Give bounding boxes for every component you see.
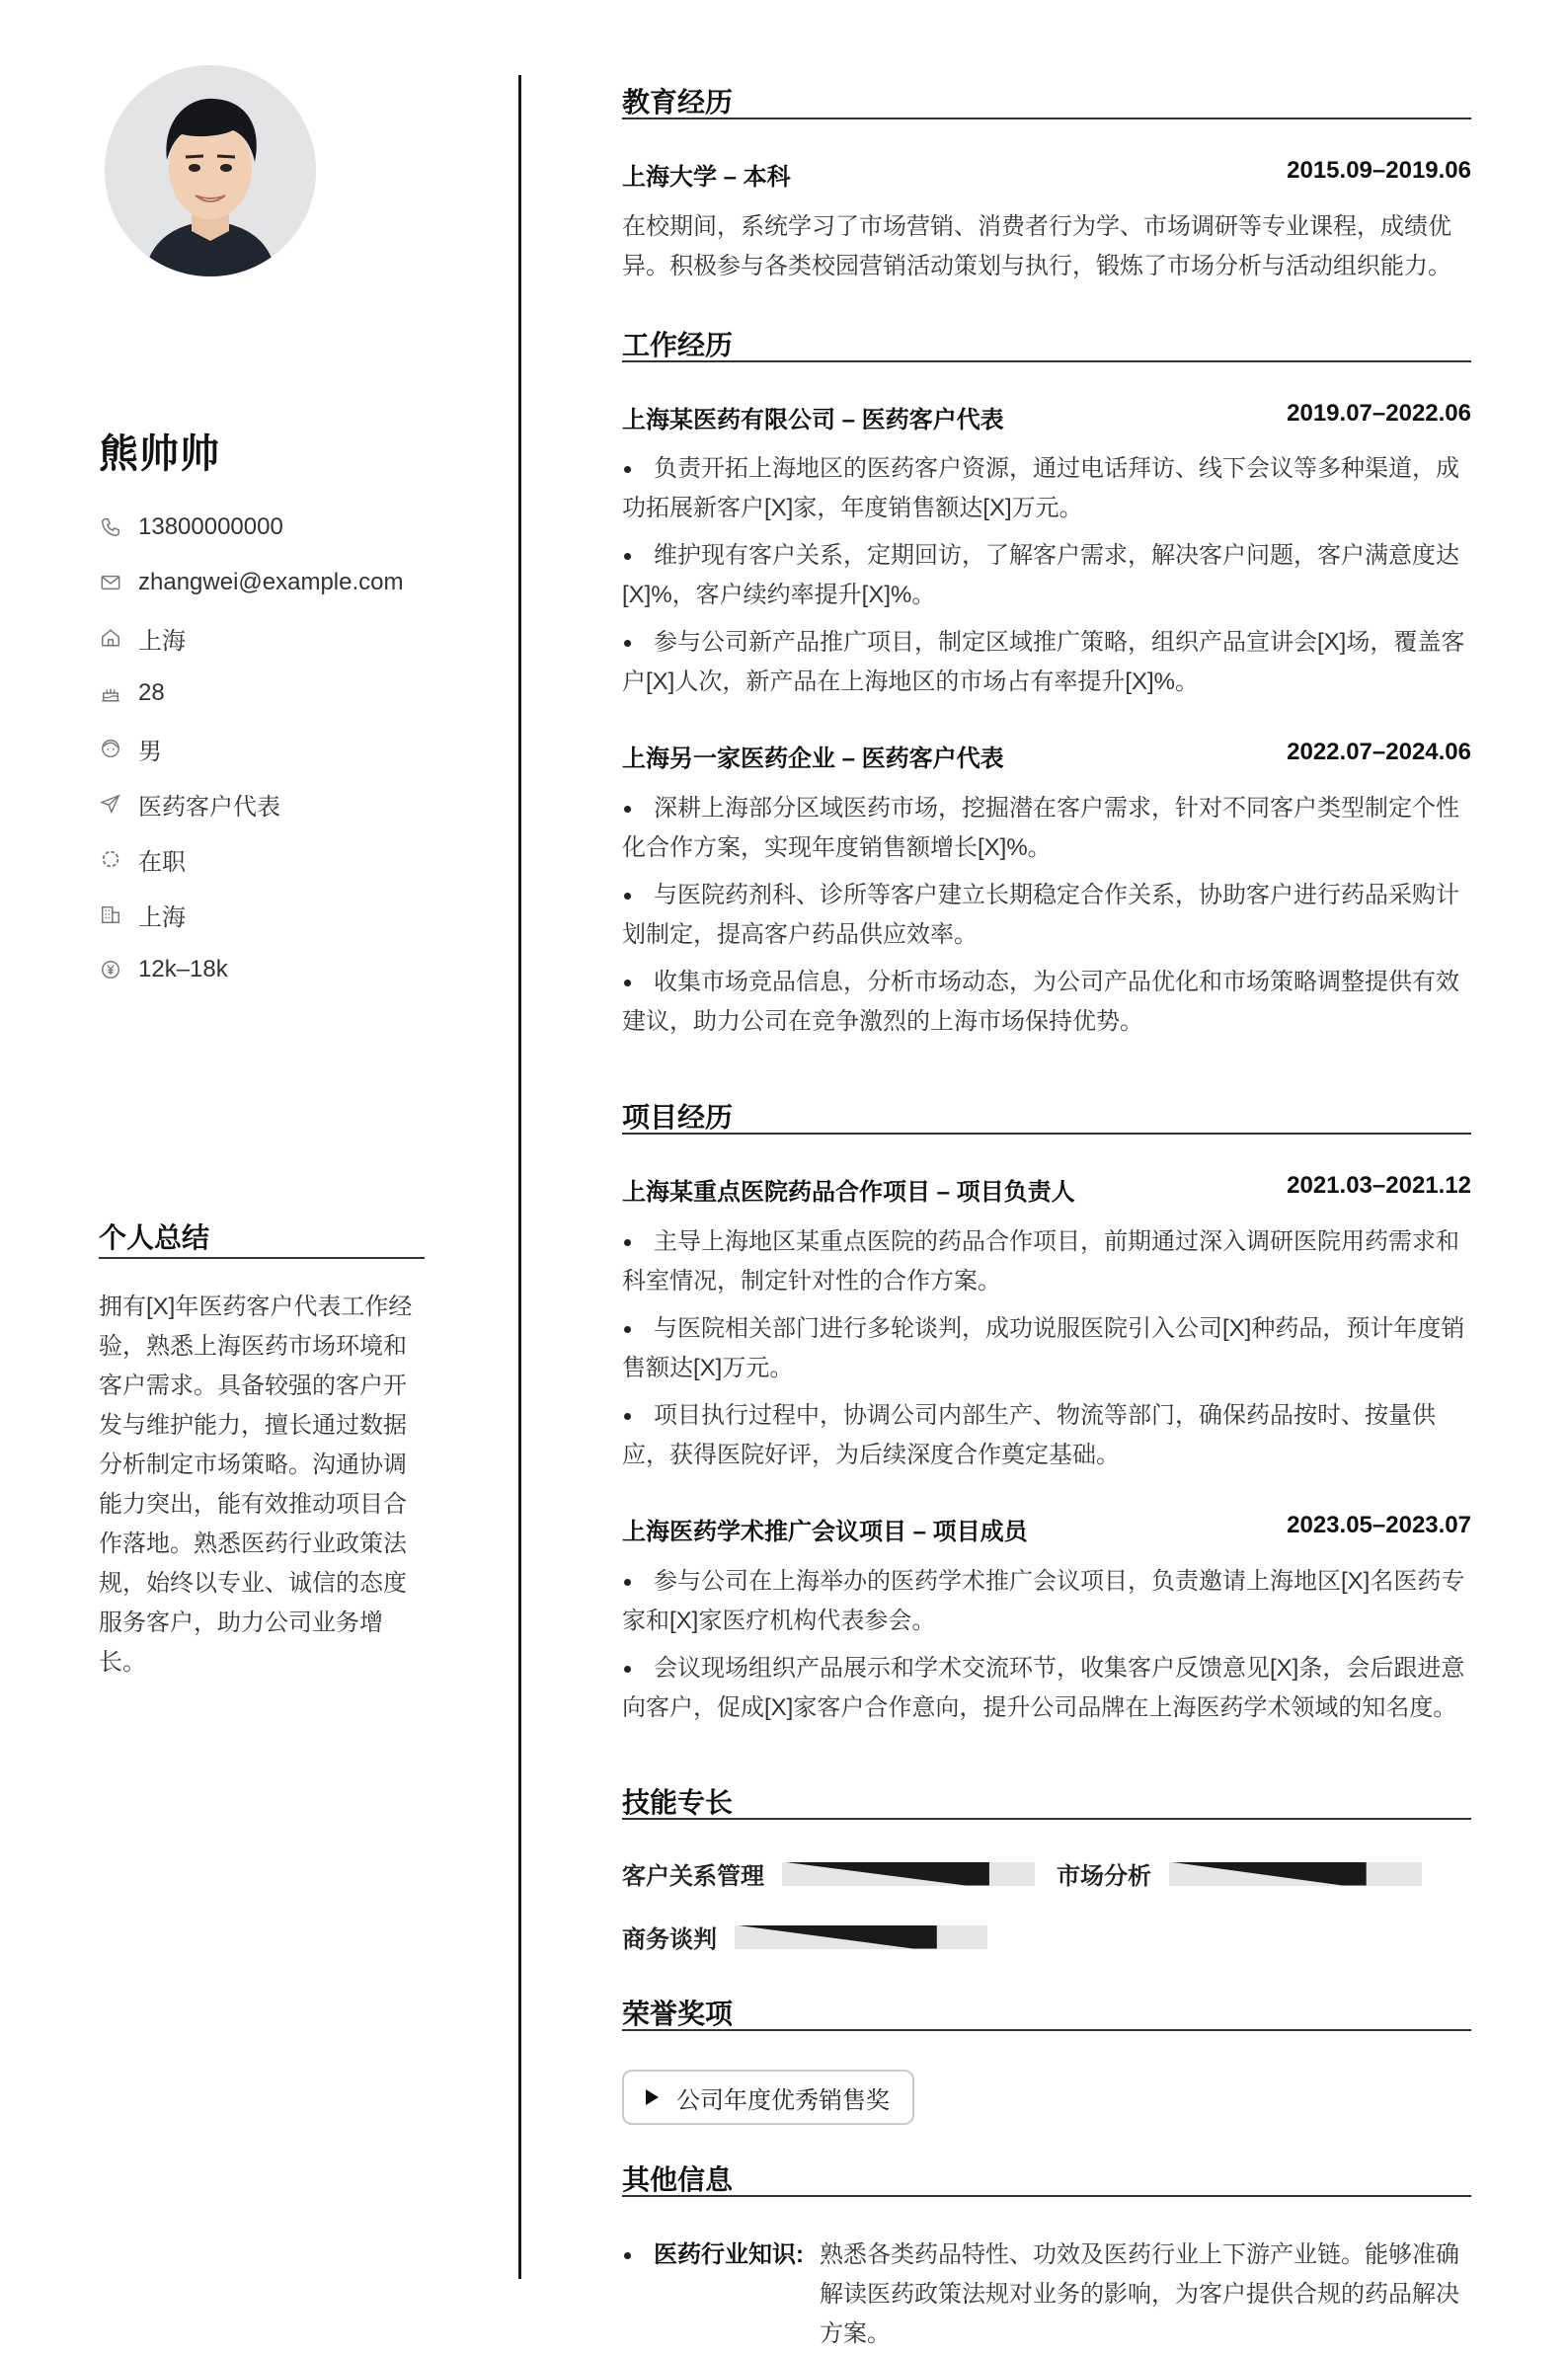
work-item-company: 上海某医药有限公司 – 医药客户代表 bbox=[622, 407, 1004, 433]
work-item-head bbox=[622, 400, 1471, 434]
bullet-dot-icon bbox=[624, 553, 631, 560]
mail-icon bbox=[99, 571, 122, 594]
position-text: 医药客户代表 bbox=[138, 793, 280, 821]
bullet-dot-icon bbox=[624, 640, 631, 647]
gender-icon bbox=[99, 737, 122, 760]
bullet-text: 主导上海地区某重点医院的药品合作项目，前期通过深入调研医院用药需求和科室情况，制定针对性的合作方案。 bbox=[622, 1228, 1459, 1295]
info-gender bbox=[99, 721, 404, 776]
bullet-text: 与医院相关部门进行多轮谈判，成功说服医院引入公司[X]种药品，预计年度销售额达[X]万元。 bbox=[622, 1315, 1465, 1381]
info-location bbox=[99, 887, 404, 942]
other-item-label: 医药行业知识: bbox=[654, 2241, 804, 2268]
skill-label: 商务谈判 bbox=[622, 1926, 717, 1953]
skills-underline bbox=[622, 1818, 1471, 1820]
salary-icon bbox=[99, 958, 122, 981]
bullet-dot-icon bbox=[624, 980, 631, 986]
age-text: 28 bbox=[138, 679, 165, 706]
project-item-name: 上海某重点医院药品合作项目 – 项目负责人 bbox=[622, 1179, 1075, 1206]
other-title: 其他信息 bbox=[622, 2164, 734, 2195]
skill-bar bbox=[782, 1862, 1035, 1886]
project-bullet bbox=[622, 1309, 1471, 1388]
profile-photo bbox=[105, 65, 316, 276]
location-text: 上海 bbox=[138, 903, 186, 931]
work-bullet bbox=[622, 536, 1471, 615]
work-title: 工作经历 bbox=[622, 330, 734, 360]
column-divider bbox=[518, 75, 521, 2279]
skill-bar bbox=[735, 1925, 987, 1949]
project-item-head bbox=[622, 1512, 1471, 1546]
bullet-text: 参与公司新产品推广项目，制定区域推广策略，组织产品宣讲会[X]场，覆盖客户[X]人次，新产品在上海地区的市场占有率提升[X]%。 bbox=[622, 629, 1465, 695]
candidate-name: 熊帅帅 bbox=[99, 432, 220, 476]
work-item-date: 2019.07–2022.06 bbox=[1287, 400, 1471, 427]
phone-text: 13800000000 bbox=[138, 513, 283, 540]
info-salary bbox=[99, 942, 404, 997]
award-text: 公司年度优秀销售奖 bbox=[676, 2086, 890, 2114]
project-item-date: 2021.03–2021.12 bbox=[1287, 1172, 1471, 1199]
project-item-head bbox=[622, 1172, 1471, 1207]
bullet-text: 与医院药剂科、诊所等客户建立长期稳定合作关系，协助客户进行药品采购计划制定，提高客户药品供应效率。 bbox=[622, 882, 1459, 948]
work-bullet bbox=[622, 876, 1471, 955]
status-icon bbox=[99, 847, 122, 871]
send-icon bbox=[99, 792, 122, 816]
work-item-head bbox=[622, 739, 1471, 773]
bullet-dot-icon bbox=[624, 1413, 631, 1420]
bullet-text: 收集市场竞品信息，分析市场动态，为公司产品优化和市场策略调整提供有效建议，助力公司在竞争激烈的上海市场保持优势。 bbox=[622, 969, 1459, 1035]
work-item-date: 2022.07–2024.06 bbox=[1287, 739, 1471, 765]
education-underline bbox=[622, 118, 1471, 119]
info-city bbox=[99, 610, 404, 666]
city-text: 上海 bbox=[138, 627, 186, 655]
other-item-text: 熟悉各类药品特性、功效及医药行业上下游产业链。能够准确解读医药政策法规对业务的影响，为客户提供合规的药品解决方案。 bbox=[820, 2241, 1459, 2347]
work-bullet bbox=[622, 963, 1471, 1042]
awards-underline bbox=[622, 2029, 1471, 2031]
bullet-dot-icon bbox=[624, 1666, 631, 1673]
work-underline bbox=[622, 360, 1471, 362]
work-bullet bbox=[622, 623, 1471, 702]
contact-info-list bbox=[99, 500, 404, 997]
project-bullet bbox=[622, 1222, 1471, 1301]
projects-title: 项目经历 bbox=[622, 1102, 734, 1133]
education-title: 教育经历 bbox=[622, 87, 734, 118]
other-underline bbox=[622, 2195, 1471, 2197]
status-text: 在职 bbox=[138, 848, 186, 876]
skill-item bbox=[622, 1856, 1035, 1891]
info-position bbox=[99, 776, 404, 831]
bullet-text: 会议现场组织产品展示和学术交流环节，收集客户反馈意见[X]条，会后跟进意向客户，促成[X]家客户合作意向，提升公司品牌在上海医药学术领域的知名度。 bbox=[622, 1655, 1465, 1721]
skill-bar bbox=[1169, 1862, 1422, 1886]
bullet-text: 负责开拓上海地区的医药客户资源，通过电话拜访、线下会议等多种渠道，成功拓展新客户[X]家，年度销售额达[X]万元。 bbox=[622, 455, 1459, 521]
info-status bbox=[99, 831, 404, 887]
skill-bar-fill bbox=[1169, 1862, 1367, 1886]
education-item-head bbox=[622, 157, 1471, 192]
skill-bar-fill bbox=[782, 1862, 989, 1886]
project-item-name: 上海医药学术推广会议项目 – 项目成员 bbox=[622, 1519, 1028, 1545]
left-column bbox=[0, 0, 513, 2350]
skill-bar-fill bbox=[735, 1925, 937, 1949]
bullet-dot-icon bbox=[624, 1239, 631, 1246]
education-date: 2015.09–2019.06 bbox=[1287, 157, 1471, 184]
award-chip[interactable] bbox=[622, 2070, 914, 2125]
education-desc: 在校期间，系统学习了市场营销、消费者行为学、市场调研等专业课程，成绩优异。积极参与各类校园营销活动策划与执行，锻炼了市场分析与活动组织能力。 bbox=[622, 213, 1451, 279]
awards-title: 荣誉奖项 bbox=[622, 1999, 734, 2029]
bullet-text: 参与公司在上海举办的医药学术推广会议项目，负责邀请上海地区[X]名医药专家和[X]家医疗机构代表参会。 bbox=[622, 1568, 1465, 1634]
project-bullet bbox=[622, 1649, 1471, 1728]
bullet-dot-icon bbox=[624, 1579, 631, 1586]
bullet-dot-icon bbox=[624, 1326, 631, 1333]
play-icon bbox=[646, 2089, 659, 2105]
work-bullet bbox=[622, 449, 1471, 528]
bullet-dot-icon bbox=[624, 806, 631, 813]
project-bullet bbox=[622, 1562, 1471, 1641]
bullet-text: 维护现有客户关系，定期回访，了解客户需求，解决客户问题，客户满意度达[X]%，客户续约率提升[X]%。 bbox=[622, 542, 1459, 608]
summary-text: 拥有[X]年医药客户代表工作经验，熟悉上海医药市场环境和客户需求。具备较强的客户开发与维护能力，擅长通过数据分析制定市场策略。沟通协调能力突出，能有效推动项目合作落地。熟悉医药行业政策法规，始终以专业、诚信的态度服务客户，助力公司业务增长。 bbox=[99, 1294, 413, 1676]
info-email bbox=[99, 555, 404, 610]
projects-underline bbox=[622, 1133, 1471, 1135]
building-icon bbox=[99, 902, 122, 926]
other-item bbox=[622, 2236, 1471, 2354]
bullet-dot-icon bbox=[624, 466, 631, 473]
skill-label: 市场分析 bbox=[1057, 1863, 1151, 1890]
skills-title: 技能专长 bbox=[622, 1787, 734, 1818]
skill-label: 客户关系管理 bbox=[622, 1863, 764, 1890]
work-bullet bbox=[622, 789, 1471, 868]
salary-text: 12k–18k bbox=[138, 956, 228, 982]
skill-item bbox=[622, 1920, 987, 1954]
cake-icon bbox=[99, 681, 122, 705]
work-item-company: 上海另一家医药企业 – 医药客户代表 bbox=[622, 745, 1004, 772]
bullet-dot-icon bbox=[624, 2252, 631, 2259]
bullet-dot-icon bbox=[624, 893, 631, 900]
project-item-date: 2023.05–2023.07 bbox=[1287, 1512, 1471, 1538]
gender-text: 男 bbox=[138, 738, 162, 765]
bullet-text: 项目执行过程中，协调公司内部生产、物流等部门，确保药品按时、按量供应，获得医院好评，为后续深度合作奠定基础。 bbox=[622, 1402, 1436, 1468]
bullet-text: 深耕上海部分区域医药市场，挖掘潜在客户需求，针对不同客户类型制定个性化合作方案，实现年度销售额增长[X]%。 bbox=[622, 795, 1459, 861]
info-phone bbox=[99, 500, 404, 555]
info-age bbox=[99, 666, 404, 721]
summary-title: 个人总结 bbox=[99, 1222, 210, 1253]
phone-icon bbox=[99, 515, 122, 539]
avatar bbox=[105, 65, 316, 276]
project-bullet bbox=[622, 1396, 1471, 1475]
skill-item bbox=[1057, 1856, 1422, 1891]
home-icon bbox=[99, 626, 122, 650]
summary-underline bbox=[99, 1257, 425, 1259]
email-text: zhangwei@example.com bbox=[138, 569, 404, 595]
education-school: 上海大学 – 本科 bbox=[622, 164, 791, 191]
